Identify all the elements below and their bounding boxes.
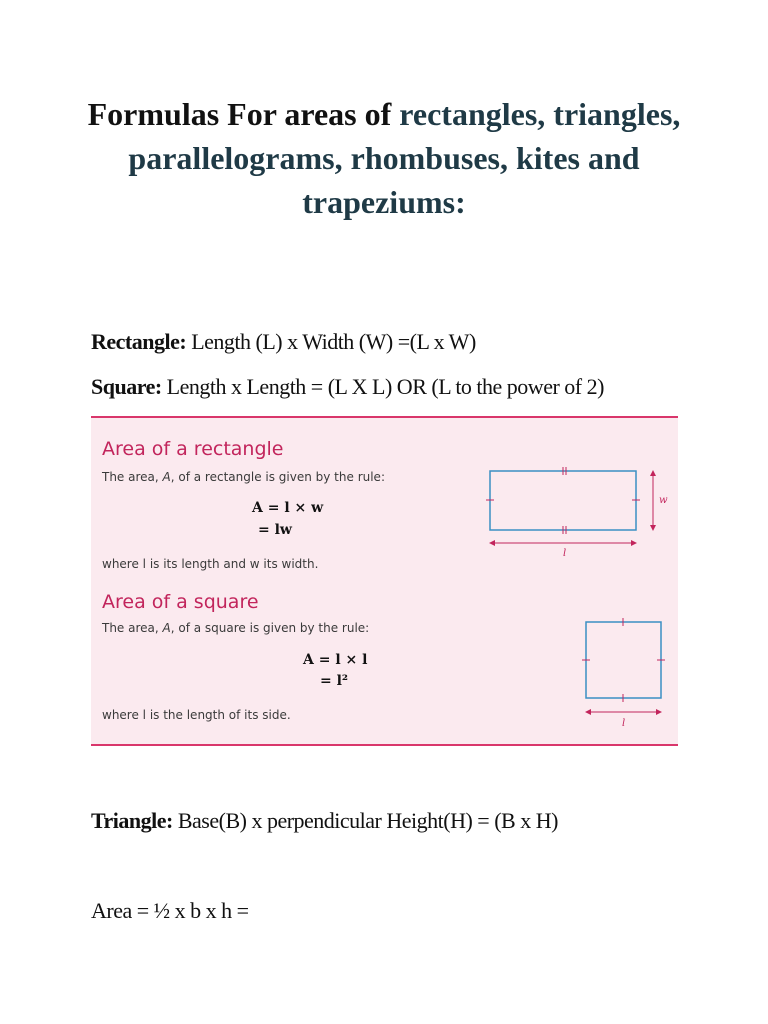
shape-diagrams (91, 418, 678, 748)
rectangle-area-where: where l is its length and w its width. (102, 557, 319, 571)
area-figure-panel (91, 416, 678, 746)
triangle-label: Triangle: (91, 808, 173, 833)
square-formula-line (91, 373, 604, 401)
square-formula-1: A = l × l (303, 652, 368, 668)
rect-intro-var: A (162, 470, 171, 484)
triangle-formula-line (91, 807, 558, 835)
square-shape (586, 622, 661, 698)
square-formula-text: Length x Length = (L X L) OR (L to the power of 2) (161, 374, 604, 399)
square-area-where: where l is the length of its side. (102, 708, 291, 722)
square-formula-2: = l² (320, 673, 349, 689)
triangle-formula-text: Base(B) x perpendicular Height(H) = (B x H) (172, 808, 558, 833)
title-part-4: trapeziums: (302, 184, 466, 220)
sq-intro-pre: The area, (102, 621, 163, 635)
area-formula-line: Area = ½ x b x h = (91, 898, 249, 923)
title-part-2: rectangles, triangles, (399, 96, 681, 132)
title-part-3: parallelograms, rhombuses, kites and (128, 140, 640, 176)
square-l-label: l (622, 718, 626, 729)
rectangle-formula-line (91, 328, 476, 356)
rectangle-tick-marks (486, 467, 640, 534)
rectangle-formula-text: Length (L) x Width (W) =(L x W) (186, 329, 476, 354)
rectangle-l-label: l (563, 548, 567, 559)
sq-intro-var: A (162, 621, 171, 635)
square-area-heading: Area of a square (102, 591, 259, 613)
title-part-1: Formulas For areas of (87, 96, 400, 132)
rectangle-formula-2: = lw (258, 522, 292, 538)
sq-intro-post: , of a square is given by the rule: (170, 621, 370, 635)
rectangle-label: Rectangle: (91, 329, 187, 354)
rect-intro-pre: The area, (102, 470, 163, 484)
square-tick-marks (582, 618, 665, 702)
rectangle-shape (490, 471, 636, 530)
rectangle-w-label: w (659, 495, 668, 506)
rect-intro-post: , of a rectangle is given by the rule: (170, 470, 385, 484)
page-title (60, 92, 708, 224)
square-label: Square: (91, 374, 162, 399)
rectangle-area-heading: Area of a rectangle (102, 438, 284, 460)
rectangle-formula-1: A = l × w (252, 500, 324, 516)
